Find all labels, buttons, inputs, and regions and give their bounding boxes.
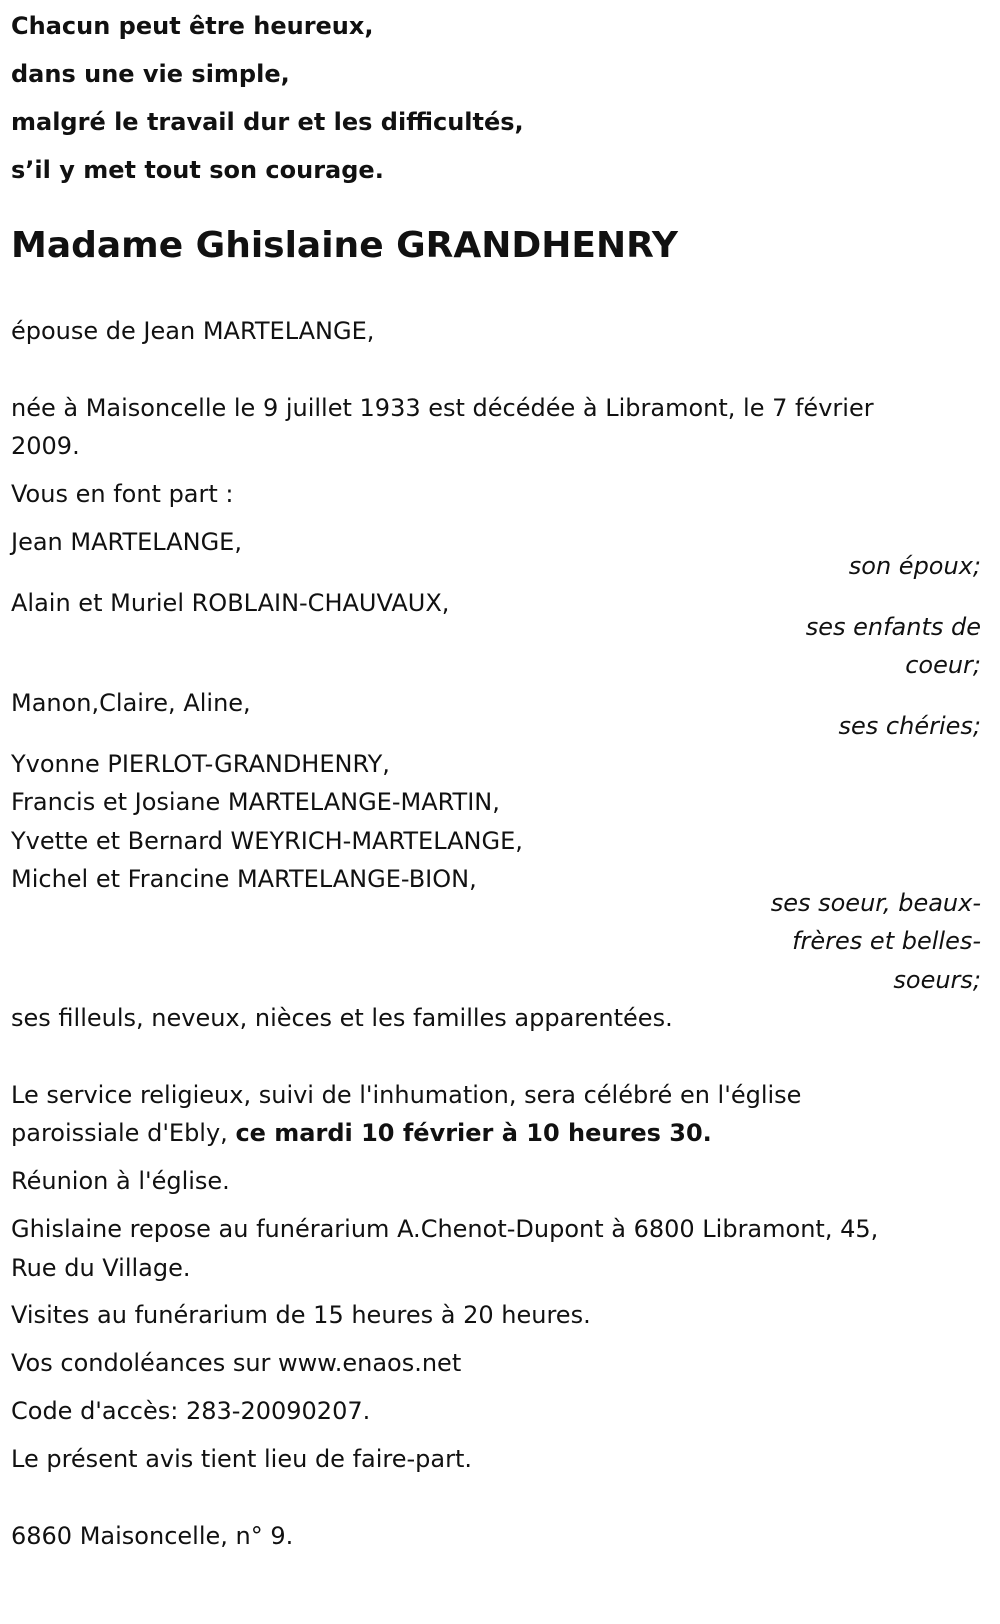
spouse-line: épouse de Jean MARTELANGE, (11, 317, 375, 345)
poem-line-4: s’il y met tout son courage. (11, 156, 384, 184)
reunion-line: Réunion à l'église. (11, 1167, 230, 1195)
relation-siblings-2: frères et belles- (792, 927, 981, 955)
mourner-children: Alain et Muriel ROBLAIN-CHAUVAUX, (11, 589, 450, 617)
relation-children-1: ses enfants de (805, 613, 981, 641)
service-location: paroissiale d'Ebly, (11, 1119, 236, 1147)
service-line-2 (11, 1113, 712, 1153)
relation-grandchildren: ses chéries; (838, 712, 981, 740)
relation-spouse: son époux; (848, 552, 981, 580)
funeral-home-line-2: Rue du Village. (11, 1254, 191, 1282)
poem-line-1: Chacun peut être heureux, (11, 12, 374, 40)
deceased-name-title: Madame Ghislaine GRANDHENRY (11, 225, 678, 266)
mourner-spouse: Jean MARTELANGE, (11, 528, 242, 556)
faire-part-notice: Le présent avis tient lieu de faire-part. (11, 1445, 473, 1473)
announce-line: Vous en font part : (11, 480, 234, 508)
relation-siblings-3: soeurs; (893, 966, 981, 994)
mourner-sibling-2: Francis et Josiane MARTELANGE-MARTIN, (11, 788, 500, 816)
mourner-extended-family: ses filleuls, neveux, nièces et les familles apparentées. (11, 1004, 673, 1032)
mourner-sibling-3: Yvette et Bernard WEYRICH-MARTELANGE, (11, 827, 523, 855)
condolences-line: Vos condoléances sur www.enaos.net (11, 1349, 462, 1377)
relation-siblings-1: ses soeur, beaux- (770, 889, 981, 917)
birth-death-line-2: 2009. (11, 432, 80, 460)
family-address: 6860 Maisoncelle, n° 9. (11, 1522, 294, 1550)
mourner-sibling-4: Michel et Francine MARTELANGE-BION, (11, 865, 477, 893)
funeral-home-line-1: Ghislaine repose au funérarium A.Chenot-Dupont à 6800 Libramont, 45, (11, 1215, 879, 1243)
access-code: Code d'accès: 283-20090207. (11, 1397, 371, 1425)
service-line-1: Le service religieux, suivi de l'inhumation, sera célébré en l'église (11, 1081, 802, 1109)
service-datetime: ce mardi 10 février à 10 heures 30. (235, 1119, 712, 1147)
relation-children-2: coeur; (905, 651, 981, 679)
birth-death-line-1: née à Maisoncelle le 9 juillet 1933 est décédée à Libramont, le 7 février (11, 394, 874, 422)
visiting-hours: Visites au funérarium de 15 heures à 20 heures. (11, 1301, 591, 1329)
poem-line-2: dans une vie simple, (11, 60, 290, 88)
mourner-grandchildren: Manon,Claire, Aline, (11, 689, 251, 717)
poem-line-3: malgré le travail dur et les difficultés, (11, 108, 524, 136)
mourner-sibling-1: Yvonne PIERLOT-GRANDHENRY, (11, 750, 390, 778)
